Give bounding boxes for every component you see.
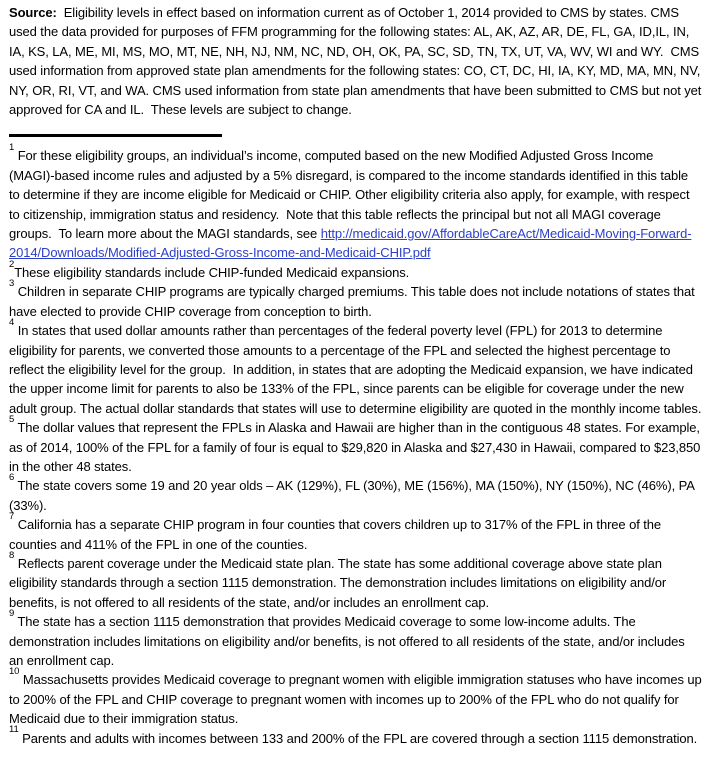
footnote-text: California has a separate CHIP program in four counties that covers children up to 317% of the FPL in three of the counties and 411% of the FPL in one of the counties. [9, 517, 665, 552]
source-paragraph [9, 3, 705, 119]
footnote-number: 10 [9, 666, 20, 678]
footnote-3 [9, 277, 702, 321]
footnotes-section [9, 142, 706, 748]
footnote-text: Massachusetts provides Medicaid coverage to pregnant women with eligible immigration statuses who have incomes up to 200% of the FPL and CHIP coverage to pregnant women with incomes up to 200% of the FPL who do not qualify for Medicaid due to their immigration status. [9, 672, 706, 727]
footnote-text: Parents and adults with incomes between 133 and 200% of the FPL are covered through a section 1115 demonstration. [18, 730, 698, 746]
footnote-text: The state covers some 19 and 20 year olds – AK (129%), FL (30%), ME (156%), MA (150%), NY (150%), NC (46%), PA (33%). [9, 478, 698, 513]
footnote-text: The dollar values that represent the FPLs in Alaska and Hawaii are higher than in the contiguous 48 states. For example, as of 2014, 100% of the FPL for a family of four is equal to $29,820 in Alaska and $27,430 in Hawaii, compared to $23,850 in the other 48 states. [9, 420, 704, 474]
footnote-number: 7 [9, 510, 15, 522]
footnote-11 [9, 724, 702, 748]
footnote-number: 11 [9, 724, 19, 736]
footnote-divider [9, 134, 222, 137]
magi-standards-link[interactable]: http://medicaid.gov/AffordableCareAct/Medicaid-Moving-Forward-2014/Downloads/Modified-Adjusted-Gross-Income-and-Medicaid-CHIP.pdf [9, 226, 692, 261]
footnote-text: These eligibility standards include CHIP-funded Medicaid expansions. [14, 264, 410, 280]
footnote-number: 9 [9, 607, 15, 619]
footnote-10 [9, 666, 706, 728]
footnote-text: For these eligibility groups, an individual’s income, computed based on the new Modified Adjusted Gross Income (MAGI)-based income rules and adjusted by a 5% disregard, is compared to the income standards identified in this table to determine if they are income eligible for Medicaid or CHIP. Other eligibility criteria also apply, for example, with respect to citizenship, immigration status and residency. Note that this table reflects the principal but not all MAGI coverage groups. To learn more about the MAGI standards, see [9, 148, 693, 242]
footnote-7 [9, 510, 702, 554]
footnote-text: Reflects parent coverage under the Medicaid state plan. The state has some additional coverage above state plan eligibility standards through a section 1115 demonstration. The demonstration includes limitations on eligibility and/or benefits, is not offered to all residents of the state, and/or includes an enrollment cap. [9, 555, 670, 610]
footnote-2 [9, 258, 702, 282]
footnote-5 [9, 413, 704, 476]
footnote-6 [9, 472, 702, 515]
footnote-text: Children in separate CHIP programs are typically charged premiums. This table does not include notations of states that have elected to provide CHIP coverage from conception to birth. [9, 284, 699, 319]
footnote-9 [9, 607, 702, 670]
footnote-text: In states that used dollar amounts rather than percentages of the federal poverty level (FPL) for 2013 to determine eligibility for parents, we converted those amounts to a percentage of the FPL and selected the highest percentage to reflect the eligibility level for the group. In addition, in states that are adopting the Medicaid expansion, we have indicated the upper income limit for parents to also be 133% of the FPL, since parents can be eligible for coverage under the new adult group. The actual dollar standards that states will use to determine eligibility are quoted in the monthly income tables. [9, 323, 702, 416]
footnote-number: 5 [9, 413, 15, 425]
footnote-number: 8 [9, 549, 15, 561]
footnote-1 [9, 142, 702, 262]
footnote-8 [9, 549, 702, 612]
footnote-number: 1 [9, 142, 15, 154]
footnote-number: 6 [9, 472, 15, 484]
footnote-number: 4 [9, 316, 15, 328]
footnote-text: The state has a section 1115 demonstration that provides Medicaid coverage to some low-income adults. The demonstration includes limitations on eligibility and/or benefits, is not offered to all residents of the state, and/or includes an enrollment cap. [9, 614, 689, 668]
footnote-number: 3 [9, 277, 15, 289]
footnote-4 [9, 316, 702, 418]
footnote-number: 2 [9, 258, 15, 270]
source-text: Eligibility levels in effect based on information current as of October 1, 2014 provided to CMS by states. CMS used the data provided for purposes of FFM programming for the following states: AL, AK, AZ, AR, DE, FL, GA, ID,IL, IN, IA, KS, LA, ME, MI, MS, MO, MT, NE, NH, NJ, NM, NC, ND, OH, OK, PA, SC, SD, TN, TX, UT, VA, WV, WI and WY. CMS used information from approved state plan amendments for the following states: CO, CT, DC, HI, IA, KY, MD, MA, MN, NV, NY, OR, RI, VT, and WA. CMS used information from state plan amendments that have been submitted to CMS but not yet approved for CA and IL. These levels are subject to change. [9, 5, 705, 118]
source-label: Source: [9, 5, 57, 20]
